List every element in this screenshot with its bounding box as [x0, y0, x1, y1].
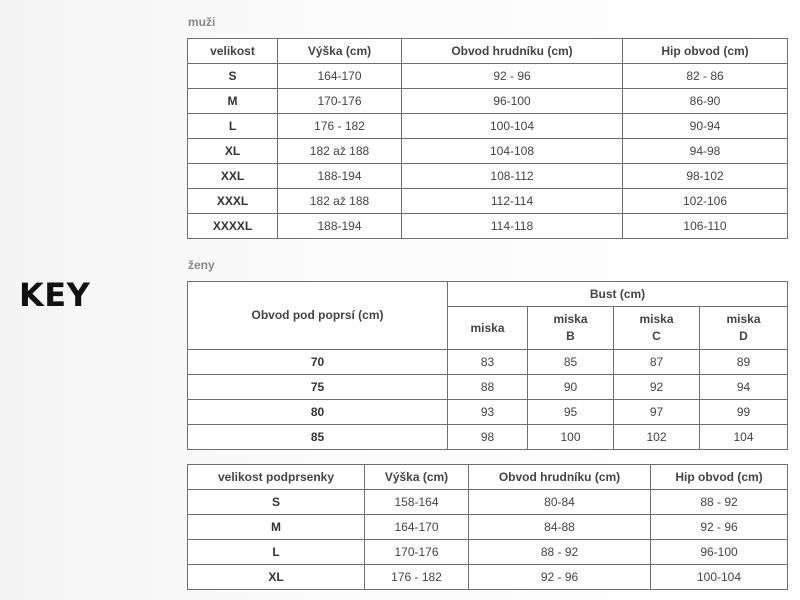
value-cell: 114-118 [402, 214, 623, 239]
value-cell: 158-164 [365, 490, 469, 515]
table-header-row [188, 282, 788, 307]
value-cell: 170-176 [365, 540, 469, 565]
table-row [188, 114, 788, 139]
table-row [188, 139, 788, 164]
value-cell: 176 - 182 [365, 565, 469, 590]
value-cell: 84-88 [469, 515, 651, 540]
value-cell: 92 - 96 [469, 565, 651, 590]
brand-logo-text: KEY [19, 276, 91, 314]
value-cell: 97 [614, 400, 700, 425]
header-bust: Bust (cm) [448, 282, 788, 307]
value-cell: 99 [700, 400, 788, 425]
value-cell: 86-90 [623, 89, 788, 114]
value-cell: 88 - 92 [651, 490, 788, 515]
header-hip: Hip obvod (cm) [651, 465, 788, 490]
value-cell: 164-170 [278, 64, 402, 89]
value-cell: 85 [528, 350, 614, 375]
value-cell: 98-102 [623, 164, 788, 189]
header-cup-c: miska C [614, 307, 700, 350]
table-row [188, 214, 788, 239]
header-cup-b: miska B [528, 307, 614, 350]
value-cell: 89 [700, 350, 788, 375]
value-cell: 92 [614, 375, 700, 400]
value-cell: 104 [700, 425, 788, 450]
table-row [188, 350, 788, 375]
header-bra-size: velikost podprsenky [188, 465, 365, 490]
header-height: Výška (cm) [278, 39, 402, 64]
size-cell: 80 [188, 400, 448, 425]
size-cell: L [188, 540, 365, 565]
header-cup-a: miska [448, 307, 528, 350]
value-cell: 93 [448, 400, 528, 425]
value-cell: 87 [614, 350, 700, 375]
value-cell: 88 - 92 [469, 540, 651, 565]
value-cell: 106-110 [623, 214, 788, 239]
value-cell: 182 až 188 [278, 139, 402, 164]
value-cell: 176 - 182 [278, 114, 402, 139]
table-row [188, 89, 788, 114]
size-cell: 70 [188, 350, 448, 375]
value-cell: 96-100 [651, 540, 788, 565]
table-row [188, 164, 788, 189]
table-row [188, 375, 788, 400]
value-cell: 94 [700, 375, 788, 400]
value-cell: 82 - 86 [623, 64, 788, 89]
value-cell: 90-94 [623, 114, 788, 139]
table-row [188, 64, 788, 89]
table-header-row [188, 465, 788, 490]
value-cell: 100-104 [402, 114, 623, 139]
women-section-title: ženy [188, 258, 215, 272]
size-cell: S [188, 490, 365, 515]
size-cell: XL [188, 139, 278, 164]
size-cell: 85 [188, 425, 448, 450]
value-cell: 98 [448, 425, 528, 450]
value-cell: 94-98 [623, 139, 788, 164]
size-cell: 75 [188, 375, 448, 400]
women-bust-table [187, 281, 788, 450]
value-cell: 188-194 [278, 214, 402, 239]
value-cell: 92 - 96 [651, 515, 788, 540]
value-cell: 88 [448, 375, 528, 400]
header-cup-d: miska D [700, 307, 788, 350]
header-underbust: Obvod pod poprsí (cm) [188, 282, 448, 350]
header-size: velikost [188, 39, 278, 64]
value-cell: 90 [528, 375, 614, 400]
bra-size-table [187, 464, 788, 590]
value-cell: 188-194 [278, 164, 402, 189]
header-chest: Obvod hrudníku (cm) [402, 39, 623, 64]
size-cell: XL [188, 565, 365, 590]
header-chest: Obvod hrudníku (cm) [469, 465, 651, 490]
value-cell: 182 až 188 [278, 189, 402, 214]
size-cell: M [188, 515, 365, 540]
men-section-title: muži [188, 15, 216, 29]
size-cell: XXL [188, 164, 278, 189]
table-row [188, 189, 788, 214]
value-cell: 112-114 [402, 189, 623, 214]
table-row [188, 515, 788, 540]
value-cell: 102 [614, 425, 700, 450]
value-cell: 170-176 [278, 89, 402, 114]
table-row [188, 565, 788, 590]
value-cell: 83 [448, 350, 528, 375]
value-cell: 96-100 [402, 89, 623, 114]
value-cell: 100 [528, 425, 614, 450]
value-cell: 100-104 [651, 565, 788, 590]
value-cell: 104-108 [402, 139, 623, 164]
table-header-row [188, 39, 788, 64]
size-cell: XXXL [188, 189, 278, 214]
value-cell: 95 [528, 400, 614, 425]
size-cell: XXXXL [188, 214, 278, 239]
men-size-table [187, 38, 788, 239]
table-row [188, 425, 788, 450]
header-hip: Hip obvod (cm) [623, 39, 788, 64]
value-cell: 92 - 96 [402, 64, 623, 89]
table-row [188, 540, 788, 565]
size-cell: S [188, 64, 278, 89]
value-cell: 108-112 [402, 164, 623, 189]
value-cell: 164-170 [365, 515, 469, 540]
value-cell: 80-84 [469, 490, 651, 515]
size-cell: M [188, 89, 278, 114]
table-row [188, 400, 788, 425]
header-height: Výška (cm) [365, 465, 469, 490]
size-cell: L [188, 114, 278, 139]
value-cell: 102-106 [623, 189, 788, 214]
table-row [188, 490, 788, 515]
